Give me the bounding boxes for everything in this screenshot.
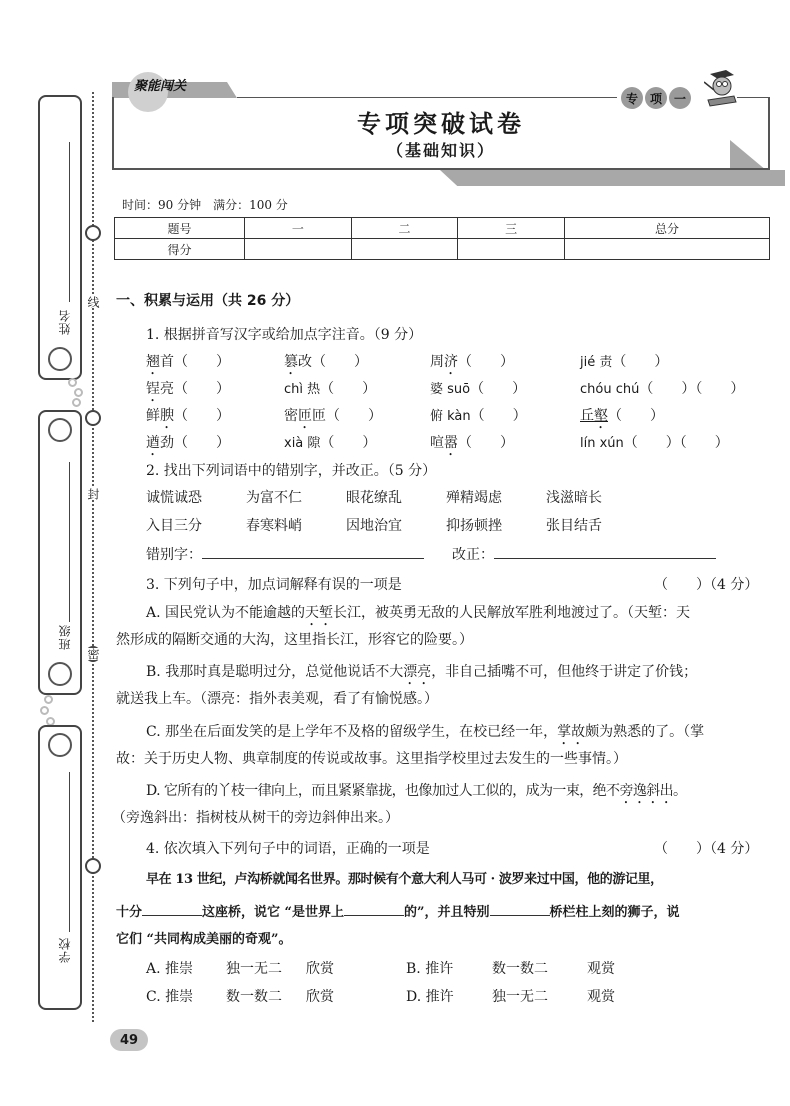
q1-word-part: 鲜 <box>146 408 160 424</box>
chain-bead <box>40 706 49 715</box>
q4-option-term: 观赏 <box>587 961 615 977</box>
tag-hole <box>48 662 72 686</box>
q1-word <box>580 381 639 397</box>
q2-answer-line <box>146 545 716 565</box>
q1-word-part: 喧 <box>430 435 444 451</box>
q2-words-row <box>146 516 646 536</box>
score-header-cell: 二 <box>351 218 458 239</box>
q4-options-row <box>146 987 637 1007</box>
q3-option-d-cont: （旁逸斜出：指树枝从树干的旁边斜伸出来。） <box>112 810 399 826</box>
option-text: B. 我那时真是聪明过分，总觉他说话不大 <box>146 664 404 680</box>
tag-hole <box>48 733 72 757</box>
dotted-term: 天堑 <box>305 605 334 621</box>
q1-word-part: xià 隙 <box>284 436 321 451</box>
section-badge: 项 <box>645 87 667 109</box>
answer-paren[interactable]: （ ） <box>174 354 230 370</box>
q2-word: 入目三分 <box>146 518 202 534</box>
dotted-char: 篡 <box>284 354 298 370</box>
q1-word <box>430 408 471 424</box>
q1-word <box>284 354 312 370</box>
option-text: ，非自己插嘴不可，但他终于讲定了价钱； <box>431 664 698 680</box>
q4-option-term: 数一数二 <box>492 961 548 977</box>
q2-word: 张目结舌 <box>546 518 602 534</box>
q1-item <box>580 379 780 405</box>
wrong-char-label: 错别字： <box>146 547 202 563</box>
answer-paren[interactable]: （ ） <box>312 354 368 370</box>
q1-item <box>146 433 284 459</box>
q1-item <box>430 352 580 378</box>
q1-word <box>580 354 612 370</box>
q1-word-part: 婆 suō <box>430 382 471 397</box>
wrong-char-blank[interactable] <box>202 545 424 559</box>
q1-item <box>580 433 780 459</box>
seal-mark-mi: 密 <box>86 648 100 660</box>
q2-word: 为富不仁 <box>246 490 302 506</box>
q1-word <box>430 435 458 451</box>
dotted-char: 济 <box>444 354 458 370</box>
q1-word-part: 俯 kàn <box>430 409 471 424</box>
option-text: A. 国民党认为不能逾越的 <box>146 605 306 621</box>
q1-word-part: chì 热 <box>284 382 321 397</box>
q1-item <box>580 406 780 432</box>
q1-word <box>146 381 174 397</box>
q4-option[interactable]: A. 推崇 <box>146 961 194 977</box>
name-tag <box>38 95 82 380</box>
name-label: 姓名 <box>58 309 72 335</box>
q3-option-a <box>146 603 690 629</box>
q3-option-c <box>146 722 704 748</box>
q4-option-term: 欣赏 <box>306 989 334 1005</box>
class-write-line[interactable] <box>69 462 70 622</box>
fix-label: 改正： <box>452 547 494 563</box>
q1-item <box>284 433 430 459</box>
score-cell[interactable] <box>458 239 565 260</box>
section-badge: 一 <box>669 87 691 109</box>
dotted-char: 嚣 <box>444 435 458 451</box>
q4-passage-line <box>116 902 680 923</box>
q4-option-term: 欣赏 <box>306 961 334 977</box>
score-cell[interactable] <box>351 239 458 260</box>
fill-blank-1[interactable] <box>142 902 202 916</box>
passage-text: 桥栏柱上刻的狮子，说 <box>549 905 680 920</box>
answer-paren[interactable]: （ ）（ ） <box>639 381 745 397</box>
seal-mark-xian: 线 <box>86 296 100 308</box>
dotted-term: 掌故 <box>557 724 586 740</box>
dotted-char: 壑 <box>594 408 608 424</box>
answer-paren[interactable]: （ ） <box>174 408 230 424</box>
answer-paren[interactable]: （ ） <box>320 435 377 451</box>
option-text: 颇为熟悉的了。（掌 <box>585 724 705 740</box>
q4-option-term: 观赏 <box>587 989 615 1005</box>
q1-item <box>284 379 430 405</box>
class-tag <box>38 410 82 695</box>
score-header-cell: 题号 <box>115 218 245 239</box>
dotted-term: 旁逸斜出 <box>619 783 674 799</box>
q1-word-part: 密 <box>284 408 298 424</box>
q1-item <box>146 379 284 405</box>
answer-paren[interactable]: （ ） <box>458 354 514 370</box>
q1-item <box>284 352 430 378</box>
paper-title: 专项突破试卷 <box>357 109 525 138</box>
q2-word: 春寒料峭 <box>246 518 302 534</box>
q4-options-row <box>146 959 637 979</box>
q1-row <box>146 379 780 405</box>
option-text: 。 <box>673 783 687 799</box>
class-label: 班级 <box>58 624 72 650</box>
school-label: 学校 <box>58 937 72 963</box>
q1-word-part: 首 <box>160 354 174 370</box>
q4-option[interactable]: C. 推崇 <box>146 989 194 1005</box>
q1-word-part: 亮 <box>160 381 174 397</box>
dotted-term: 漂亮 <box>403 664 432 680</box>
score-header-cell: 三 <box>458 218 565 239</box>
chain-bead <box>68 378 77 387</box>
q1-word-part: 匝 <box>312 408 326 424</box>
q4-option[interactable]: D. 推许 <box>406 989 454 1005</box>
q1-word-part: 周 <box>430 354 444 370</box>
page-number: 49 <box>110 1029 148 1051</box>
q1-item <box>284 406 430 432</box>
score-table <box>114 217 770 260</box>
q1-item <box>430 379 580 405</box>
q1-word <box>284 408 326 424</box>
name-write-line[interactable] <box>69 142 70 302</box>
q2-word: 眼花缭乱 <box>346 490 402 506</box>
q1-item <box>146 406 284 432</box>
q1-word <box>430 354 458 370</box>
q1-item <box>430 433 580 459</box>
school-write-line[interactable] <box>69 772 70 932</box>
q2-prompt: 2. 找出下列词语中的错别字，并改正。（5 分） <box>146 463 437 479</box>
q4-prompt: 4. 依次填入下列句子中的词语，正确的一项是 <box>146 841 430 857</box>
passage-text: 十分 <box>116 905 143 920</box>
answer-paren[interactable]: （ ） <box>470 381 527 397</box>
q1-prompt: 1. 根据拼音写汉字或给加点字注音。（9 分） <box>146 327 423 343</box>
score-cell[interactable] <box>564 239 769 260</box>
answer-paren[interactable]: （ ） <box>612 354 669 370</box>
answer-paren[interactable]: （ ） <box>320 381 377 397</box>
q1-word-part: 改 <box>298 354 312 370</box>
tag-hole <box>48 418 72 442</box>
score-table-header-row <box>115 218 770 239</box>
score-header-cell: 总分 <box>564 218 769 239</box>
tag-hole <box>48 347 72 371</box>
q4-answer-paren[interactable]: （ ）（4 分） <box>654 841 759 857</box>
section-heading: 一、积累与运用（共 26 分） <box>116 293 300 309</box>
q1-item <box>146 352 284 378</box>
q1-word <box>146 435 174 451</box>
chain-bead <box>44 695 53 704</box>
passage-text: 这座桥，说它 “是世界上 <box>202 905 345 920</box>
paper-subtitle: （基础知识） <box>386 141 495 160</box>
q2-word: 抑扬顿挫 <box>446 518 502 534</box>
q4-option-term: 独一无二 <box>492 989 548 1005</box>
scholar-mascot-icon <box>704 68 738 108</box>
q4-option-term: 数一数二 <box>226 989 282 1005</box>
q1-row <box>146 433 780 459</box>
binding-ring <box>85 858 101 874</box>
chain-bead <box>72 398 81 407</box>
option-text: 长江，被英勇无敌的人民解放军胜利地渡过了。（天堑：天 <box>333 605 691 621</box>
option-text: C. 那坐在后面发笑的是上学年不及格的留级学生，在校已经一年， <box>146 724 558 740</box>
answer-paren[interactable]: （ ） <box>326 408 382 424</box>
answer-paren[interactable]: （ ） <box>608 408 664 424</box>
q3-option-c-cont: 故：关于历史人物、典章制度的传说或故事。这里指学校里过去发生的一些事情。） <box>116 751 627 767</box>
q1-word <box>146 354 174 370</box>
q1-word-part: jié 责 <box>580 355 613 370</box>
exam-meta: 时间：90 分钟 满分：100 分 <box>122 198 288 212</box>
q3-option-b-cont: 就送我上车。（漂亮：指外表美观，看了有愉悦感。） <box>116 691 438 707</box>
dotted-char: 遒 <box>146 435 160 451</box>
answer-paren[interactable]: （ ）（ ） <box>623 435 729 451</box>
q2-word: 因地治宜 <box>346 518 402 534</box>
section-badge: 专 <box>621 87 643 109</box>
dotted-char: 腴 <box>160 408 174 424</box>
q1-word <box>284 435 320 451</box>
q1-row <box>146 406 780 432</box>
answer-paren[interactable]: （ ） <box>174 435 230 451</box>
answer-paren[interactable]: （ ） <box>174 381 230 397</box>
q3-option-d <box>146 781 686 807</box>
q2-word: 殚精竭虑 <box>446 490 502 506</box>
score-header-cell: 一 <box>245 218 352 239</box>
option-text: D. 它所有的丫枝一律向上，而且紧紧靠拢，也像加过人工似的，成为一束，绝不 <box>146 783 620 799</box>
q4-passage-line: 早在 13 世纪，卢沟桥就闻名世界。那时候有个意大利人马可 · 波罗来过中国，他的游记里， <box>146 872 663 887</box>
q3-option-b <box>146 662 697 688</box>
score-row-label: 得分 <box>115 239 245 260</box>
fix-blank[interactable] <box>494 545 716 559</box>
answer-paren[interactable]: （ ） <box>458 435 514 451</box>
fill-blank-3[interactable] <box>490 902 550 916</box>
q1-word <box>146 408 174 424</box>
q1-word-part: lín xún <box>580 436 624 451</box>
binding-ring <box>85 225 101 241</box>
q2-word: 诚慌诚恐 <box>146 490 202 506</box>
q1-word-part: 劲 <box>160 435 174 451</box>
q1-word-part: chóu chú <box>580 382 640 397</box>
answer-paren[interactable]: （ ） <box>470 408 527 424</box>
logo-text: 聚能闯关 <box>134 79 187 94</box>
q1-row <box>146 352 780 378</box>
passage-text: 的”，并且特别 <box>404 905 490 920</box>
q4-passage-line: 它们 “共同构成美丽的奇观”。 <box>116 932 292 947</box>
q1-word <box>284 381 320 397</box>
binding-ring <box>85 410 101 426</box>
dotted-char: 匝 <box>298 408 312 424</box>
q1-word <box>580 408 608 424</box>
q2-words-row <box>146 488 646 508</box>
seal-mark-feng: 封 <box>86 488 100 500</box>
dotted-char: 翘 <box>146 354 160 370</box>
q4-option-term: 独一无二 <box>226 961 282 977</box>
q1-item <box>430 406 580 432</box>
score-cell[interactable] <box>245 239 352 260</box>
q3-prompt: 3. 下列句子中，加点词解释有误的一项是 <box>146 577 402 593</box>
q1-word <box>580 435 624 451</box>
q2-word: 浅滋暗长 <box>546 490 602 506</box>
school-tag <box>38 725 82 1010</box>
q4-option[interactable]: B. 推许 <box>406 961 454 977</box>
q3-option-a-cont: 然形成的隔断交通的大沟，这里指长江，形容它的险要。） <box>116 632 473 648</box>
q1-word-part: 丘 <box>580 408 594 424</box>
dotted-char: 锃 <box>146 381 160 397</box>
q1-word <box>430 381 470 397</box>
score-table-row <box>115 239 770 260</box>
fill-blank-2[interactable] <box>344 902 404 916</box>
q3-answer-paren[interactable]: （ ）（4 分） <box>654 577 759 593</box>
q1-item <box>580 352 780 378</box>
chain-bead <box>74 388 83 397</box>
